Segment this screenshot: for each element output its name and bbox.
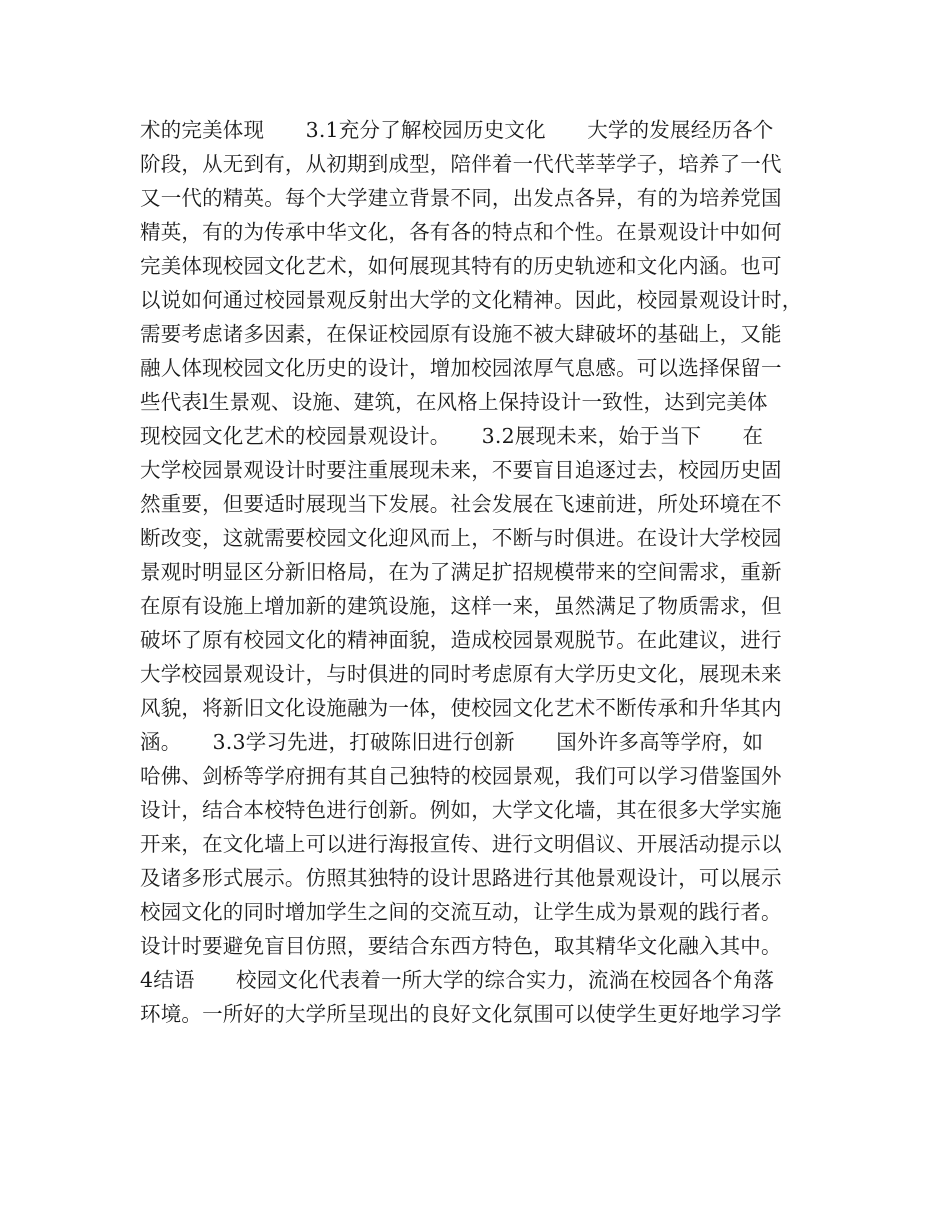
text-line: 及诸多形式展示。仿照其独特的设计思路进行其他景观设计，可以展示 — [140, 866, 782, 890]
text-line: 哈佛、剑桥等学府拥有其自己独特的校园景观，我们可以学习借鉴国外 — [140, 764, 782, 788]
body-text — [140, 113, 830, 1031]
text-line: 断改变，这就需要校园文化迎风而上，不断与时俱进。在设计大学校园 — [140, 526, 782, 550]
text-line: 设计，结合本校特色进行创新。例如，大学文化墙，其在很多大学实施 — [140, 798, 782, 822]
text-line: 阶段，从无到有，从初期到成型，陪伴着一代代莘莘学子，培养了一代 — [140, 152, 782, 176]
text-line: 在原有设施上增加新的建筑设施，这样一来，虽然满足了物质需求，但 — [140, 594, 782, 618]
text-line: 开来，在文化墙上可以进行海报宣传、进行文明倡议、开展活动提示以 — [140, 832, 782, 856]
text-line: 涵。 3.3学习先进，打破陈旧进行创新 国外许多高等学府，如 — [140, 730, 764, 754]
text-line: 4结语 校园文化代表着一所大学的综合实力，流淌在校园各个角落 — [140, 968, 775, 992]
text-line: 大学校园景观设计时要注重展现未来，不要盲目追逐过去，校园历史固 — [140, 458, 782, 482]
text-line: 完美体现校园文化艺术，如何展现其特有的历史轨迹和文化内涵。也可 — [140, 254, 782, 278]
text-line: 校园文化的同时增加学生之间的交流互动，让学生成为景观的践行者。 — [140, 900, 782, 924]
text-line: 以说如何通过校园景观反射出大学的文化精神。因此，校园景观设计时， — [140, 288, 803, 312]
text-line: 然重要，但要适时展现当下发展。社会发展在飞速前进，所处环境在不 — [140, 492, 782, 516]
text-line: 景观时明显区分新旧格局，在为了满足扩招规模带来的空间需求，重新 — [140, 560, 782, 584]
text-line: 需要考虑诸多因素，在保证校园原有设施不被大肆破坏的基础上，又能 — [140, 322, 782, 346]
text-line: 精英，有的为传承中华文化，各有各的特点和个性。在景观设计中如何 — [140, 220, 782, 244]
text-line: 风貌，将新旧文化设施融为一体，使校园文化艺术不断传承和升华其内 — [140, 696, 782, 720]
text-line: 现校园文化艺术的校园景观设计。 3.2展现未来，始于当下 在 — [140, 424, 764, 448]
text-line: 又一代的精英。每个大学建立背景不同，出发点各异，有的为培养党国 — [140, 186, 782, 210]
text-line: 大学校园景观设计，与时俱进的同时考虑原有大学历史文化，展现未来 — [140, 662, 782, 686]
text-line: 环境。一所好的大学所呈现出的良好文化氛围可以使学生更好地学习学 — [140, 1002, 782, 1026]
text-line: 融人体现校园文化历史的设计，增加校园浓厚气息感。可以选择保留一 — [140, 356, 782, 380]
text-line: 破坏了原有校园文化的精神面貌，造成校园景观脱节。在此建议，进行 — [140, 628, 782, 652]
text-line: 设计时要避免盲目仿照，要结合东西方特色，取其精华文化融入其中。 — [140, 934, 782, 958]
text-line: 术的完美体现 3.1充分了解校园历史文化 大学的发展经历各个 — [140, 118, 774, 142]
text-line: 些代表l生景观、设施、建筑，在风格上保持设计一致性，达到完美体 — [140, 390, 768, 414]
